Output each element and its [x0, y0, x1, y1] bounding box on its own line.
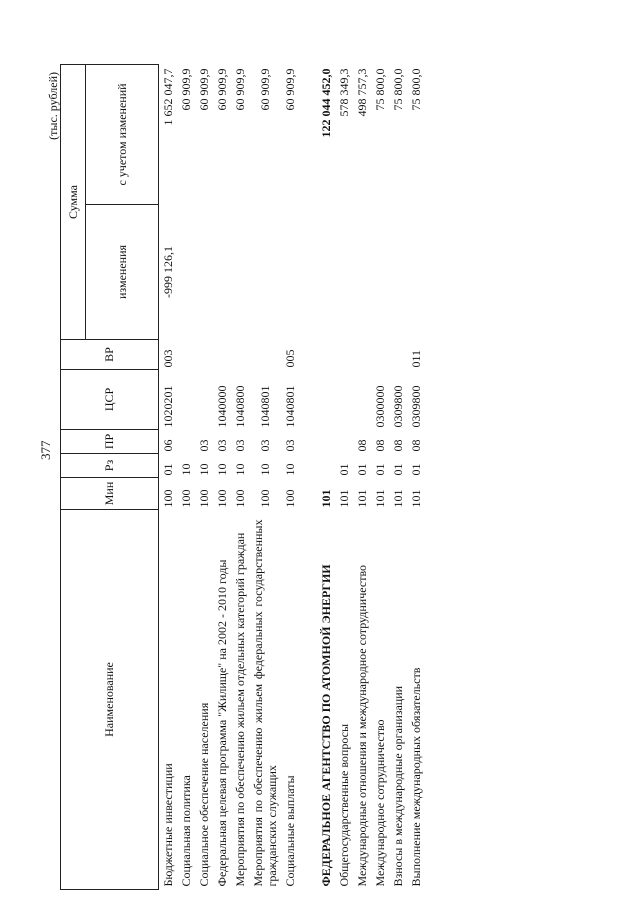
cell-total: 75 800,0 [373, 68, 387, 111]
cell-rz: 01 [161, 463, 175, 476]
cell-csr [353, 370, 371, 430]
cell-change [407, 205, 425, 340]
cell-vr: 003 [161, 349, 175, 368]
cell-change [371, 205, 389, 340]
table-row [371, 64, 389, 889]
table-row [281, 64, 299, 889]
table-row [195, 64, 213, 889]
cell-min: 100 [161, 489, 175, 508]
table-row [159, 64, 178, 889]
table-row [213, 64, 231, 889]
cell-name: Социальное обеспечение населения [197, 702, 211, 887]
cell-rz: 10 [197, 463, 211, 476]
cell-pr [317, 430, 335, 454]
cell-pr [335, 430, 353, 454]
cell-change [353, 205, 371, 340]
cell-total: 60 909,9 [258, 68, 272, 111]
cell-vr [371, 340, 389, 370]
cell-pr: 03 [233, 439, 247, 452]
cell-name: Общегосударственные вопросы [337, 723, 351, 887]
cell-pr: 08 [355, 439, 369, 452]
cell-vr [249, 340, 281, 370]
header-pr: ПР [61, 430, 159, 454]
cell-name: Мероприятия по обеспечению жильем отдельных категорий граждан [233, 532, 247, 887]
cell-name: Бюджетные инвестиции [161, 763, 175, 887]
cell-min: 101 [391, 489, 405, 508]
header-total: с учетом изменений [86, 64, 159, 204]
cell-min: 101 [355, 489, 369, 508]
cell-total: 498 757,3 [355, 68, 369, 117]
cell-total: 578 349,3 [337, 68, 351, 117]
cell-name: Социальная политика [179, 775, 193, 887]
cell-rz: 01 [373, 463, 387, 476]
cell-pr: 08 [373, 439, 387, 452]
cell-change [195, 205, 213, 340]
cell-rz: 01 [409, 463, 423, 476]
cell-rz: 01 [355, 463, 369, 476]
cell-change [317, 205, 335, 340]
spacer-cell [299, 64, 317, 889]
cell-total: 60 909,9 [197, 68, 211, 111]
cell-total: 60 909,9 [179, 68, 193, 111]
cell-vr [335, 340, 353, 370]
cell-rz: 10 [215, 463, 229, 476]
table-body [159, 64, 426, 889]
cell-pr: 03 [283, 439, 297, 452]
cell-total: 60 909,9 [283, 68, 297, 111]
cell-pr [177, 430, 195, 454]
unit-note: (тыс. рублей) [46, 72, 60, 140]
cell-csr [335, 370, 353, 430]
cell-vr [353, 340, 371, 370]
cell-min: 101 [319, 489, 333, 508]
cell-change [213, 205, 231, 340]
cell-name: Взносы в международные организации [391, 685, 405, 887]
cell-name: Международное сотрудничество [373, 719, 387, 887]
cell-vr [195, 340, 213, 370]
cell-vr: 011 [409, 349, 423, 368]
cell-name: Выполнение международных обязательств [409, 667, 423, 887]
cell-rz: 10 [233, 463, 247, 476]
page-number: 377 [38, 440, 53, 460]
cell-rz: 10 [258, 463, 272, 476]
cell-csr: 1040800 [233, 385, 247, 428]
cell-change: -999 126,1 [161, 246, 175, 298]
cell-name: Социальные выплаты [283, 775, 297, 887]
cell-rz: 01 [337, 463, 351, 476]
table-row [231, 64, 249, 889]
table-row [389, 64, 407, 889]
cell-name: ФЕДЕРАЛЬНОЕ АГЕНТСТВО ПО АТОМНОЙ ЭНЕРГИИ [319, 564, 333, 887]
cell-csr: 1020201 [161, 385, 175, 428]
cell-min: 100 [233, 489, 247, 508]
cell-rz: 10 [179, 463, 193, 476]
cell-csr: 1040801 [283, 385, 297, 428]
cell-min: 100 [179, 489, 193, 508]
cell-csr: 1040000 [215, 385, 229, 428]
cell-vr: 005 [283, 349, 297, 368]
cell-name: Мероприятия по обеспечению жильем федеральных государственных гражданских служащих [251, 519, 279, 887]
cell-rz: 10 [283, 463, 297, 476]
cell-change [389, 205, 407, 340]
cell-vr [177, 340, 195, 370]
cell-vr [317, 340, 335, 370]
cell-change [177, 205, 195, 340]
cell-csr [195, 370, 213, 430]
table-row [353, 64, 371, 889]
cell-total: 60 909,9 [215, 68, 229, 111]
cell-name: Международные отношения и международное сотрудничество [355, 564, 369, 887]
table-row [177, 64, 195, 889]
cell-min: 101 [409, 489, 423, 508]
cell-min: 100 [215, 489, 229, 508]
cell-change [335, 205, 353, 340]
table-row [317, 64, 335, 889]
cell-total: 75 800,0 [409, 68, 423, 111]
cell-pr: 03 [197, 439, 211, 452]
cell-total: 75 800,0 [391, 68, 405, 111]
cell-vr [231, 340, 249, 370]
cell-csr: 0300000 [373, 385, 387, 428]
cell-pr: 03 [258, 439, 272, 452]
header-vr: ВР [61, 340, 159, 370]
cell-change [249, 205, 281, 340]
cell-csr: 0309800 [391, 385, 405, 428]
cell-change [281, 205, 299, 340]
cell-total: 122 044 452,0 [319, 68, 333, 138]
cell-vr [389, 340, 407, 370]
cell-rz [317, 454, 335, 478]
cell-csr [317, 370, 335, 430]
cell-csr: 1040801 [258, 385, 272, 428]
header-rz: Рз [61, 454, 159, 478]
header-name: Наименование [61, 510, 159, 890]
cell-rz: 01 [391, 463, 405, 476]
header-change: изменения [86, 205, 159, 340]
cell-pr: 08 [409, 439, 423, 452]
table-header [61, 64, 159, 889]
cell-total: 60 909,9 [233, 68, 247, 111]
cell-min: 100 [258, 489, 272, 508]
cell-min: 100 [283, 489, 297, 508]
cell-total: 1 652 047,7 [161, 68, 175, 126]
budget-table [60, 64, 425, 890]
cell-name: Федеральная целевая программа "Жилище" на 2002 - 2010 годы [215, 559, 229, 887]
table-row [335, 64, 353, 889]
cell-change [231, 205, 249, 340]
cell-pr: 06 [161, 439, 175, 452]
cell-min: 100 [197, 489, 211, 508]
cell-min: 101 [373, 489, 387, 508]
cell-pr: 08 [391, 439, 405, 452]
table-row [249, 64, 281, 889]
row-spacer [299, 64, 317, 889]
header-min: Мин [61, 478, 159, 510]
cell-csr: 0309800 [409, 385, 423, 428]
cell-pr: 03 [215, 439, 229, 452]
table-row [407, 64, 425, 889]
cell-min: 101 [337, 489, 351, 508]
header-csr: ЦСР [61, 370, 159, 430]
cell-csr [177, 370, 195, 430]
header-sum: Сумма [61, 64, 86, 339]
cell-vr [213, 340, 231, 370]
